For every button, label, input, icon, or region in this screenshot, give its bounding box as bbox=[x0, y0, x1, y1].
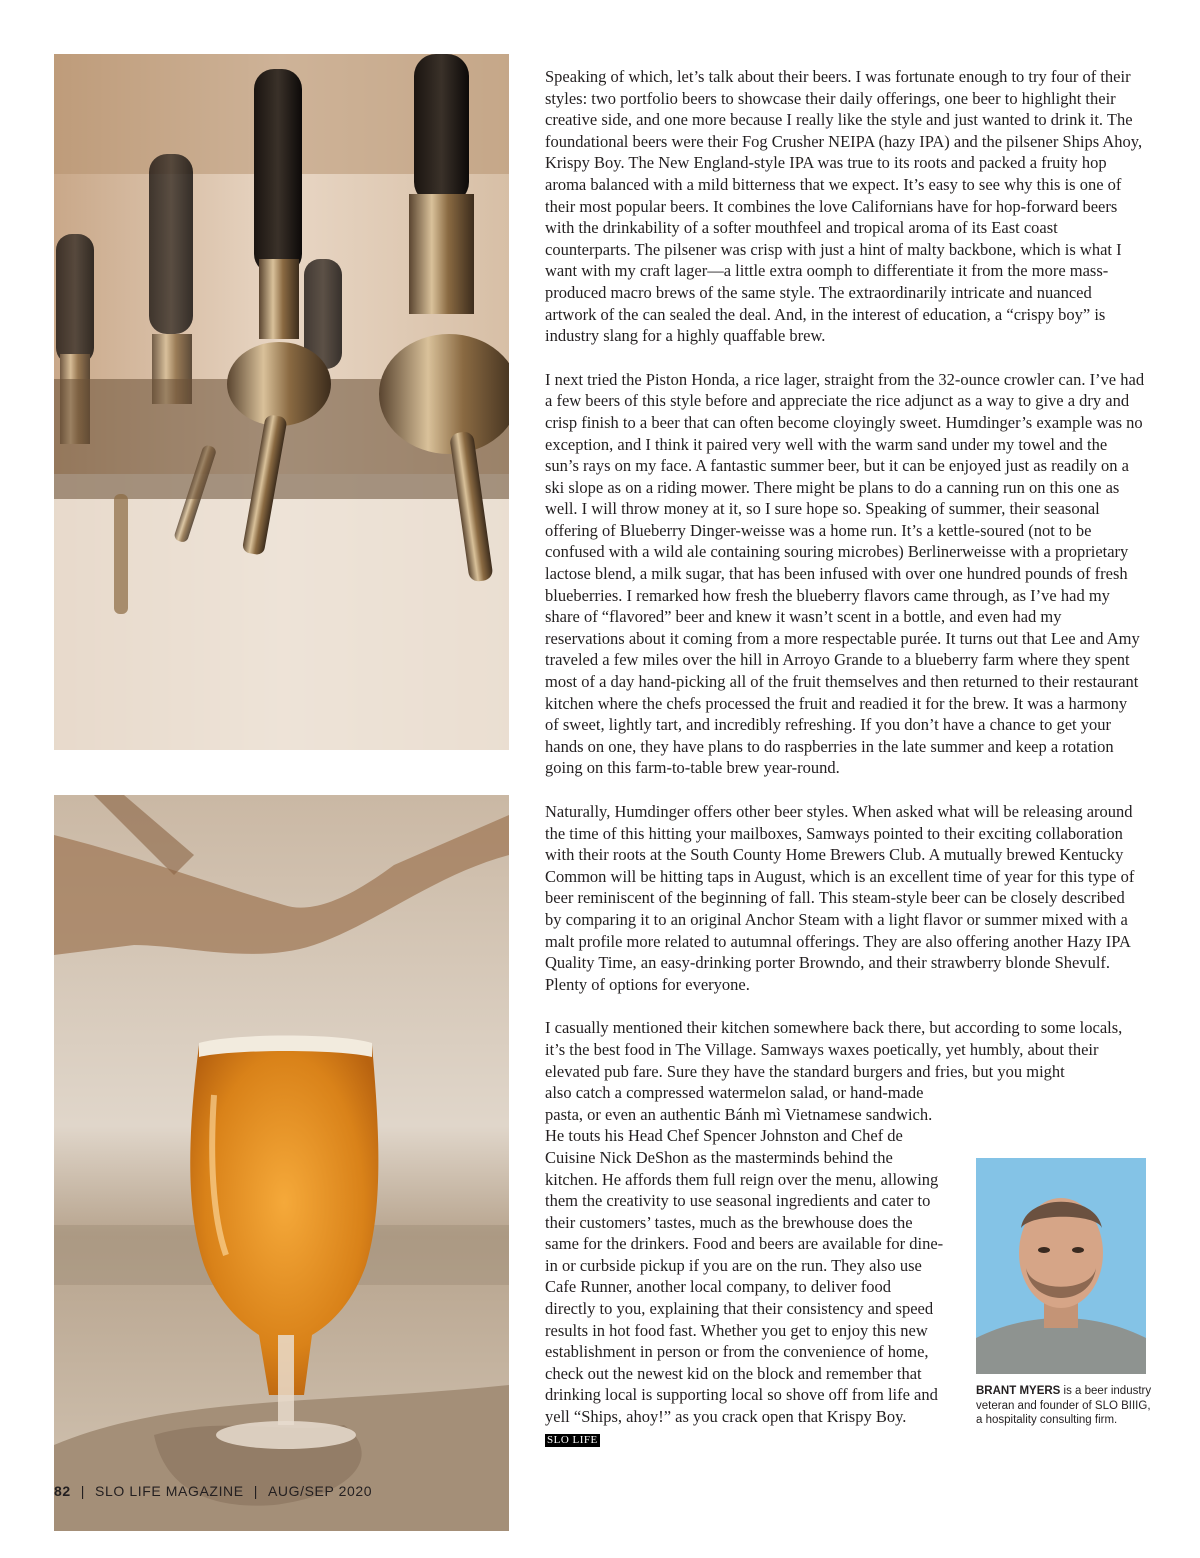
end-mark-logo: SLO LIFE bbox=[547, 1433, 598, 1446]
footer-separator: | bbox=[80, 1483, 86, 1499]
author-bio-text: is a beer industry veteran and founder of SLO BIIIG, a hospitality consulting firm. bbox=[976, 1385, 1152, 1426]
magazine-name: SLO LIFE MAGAZINE bbox=[95, 1483, 244, 1499]
article-paragraph-1: Speaking of which, let’s talk about their beers. I was fortunate enough to try four of their styles: two portfolio beers to showcase their daily offerings, one beer to highlight their creative side, and one more because I really like the style and just wanted to drink it. The foundational beers were their Fog Crusher NEIPA (hazy IPA) and the pilsener Ships Ahoy, Krispy Boy. The New England-style IPA was true to its roots and packed a fruity hop aroma balanced with a mild bitterness that we expect. It’s easy to see why this is one of their most popular beers. It combines the love Californians have for hop-forward beers with the drinkability of a softer mouthfeel and tropical aroma of its East coast counterparts. The pilsener was crisp with just a hint of malty backbone, which is what I want with my craft lager—a little extra oomph to differentiate it from the more mass-produced macro brews of the same style. The extraordinarily intricate and nuanced artwork of the can sealed the deal. And, in the interest of education, a “crispy boy” is industry slang for a highly quaffable brew. bbox=[545, 67, 1143, 346]
page-footer bbox=[54, 1483, 372, 1499]
page-number: 82 bbox=[54, 1483, 71, 1499]
author-name: BRANT MYERS bbox=[976, 1385, 1061, 1397]
article-paragraph-2: I next tried the Piston Honda, a rice lager, straight from the 32-ounce crowler can. I’ve had a few beers of this style before and appreciate the rice adjunct as a way to give a dry and crisp finish to a beer that can often become cloyingly sweet. Humdinger’s example was no exception, and I think it paired very well with the warm sand under my towel and the sun’s rays on my face. A fantastic summer beer, but it can be enjoyed just as readily on a ski slope as on a riding mower. There might be plans to do a canning run on this one as well. I will throw money at it, so I sure hope so. Speaking of summer, their seasonal offering of Blueberry Dinger-weisse was a home run. It’s a kettle-soured (not to be confused with a wild ale containing souring microbes) Berlinerweisse with a proprietary lactose blend, a milk sugar, that has been infused with over one hundred pounds of fresh blueberries. I remarked how fresh the blueberry flavors came through, as I’ve had my share of “flavored” beer and knew it wasn’t scent in a bottle, and even had my reservations about it coming from a more respectable purée. It turns out that Lee and Amy traveled a few miles over the hill in Arroyo Grande to a blueberry farm where they spent most of a day hand-picking all of the fruit themselves and then returned to their restaurant kitchen where the chefs processed the fruit and readied it for the brew. It was a harmony of sweet, lightly tart, and incredibly refreshing. If you don’t have a chance to get your hands on one, they have plans to do raspberries in the late summer and keep a rotation going on this farm-to-table brew year-round. bbox=[545, 369, 1145, 778]
footer-separator: | bbox=[253, 1483, 258, 1499]
article-paragraph-4: I casually mentioned their kitchen somewhere back there, but according to some locals, it’s the best food in The Village. Samways waxes poetically, yet humbly, about their elevated pub fare. Sure they have the standard burgers and fries, but you might bbox=[545, 1018, 1123, 1081]
beer-taps-photo bbox=[54, 54, 509, 750]
article-paragraph-4-text: also catch a compressed watermelon salad, or hand-made pasta, or even an authentic Bánh mì Vietnamese sandwich. He touts his Head Chef Spencer Johnston and Chef de Cuisine Nick DeShon as the masterminds behind the kitchen. He affords them full reign over the menu, allowing them the creativity to use seasonal ingredients and cater to their customers’ tastes, much as the brewhouse does the same for the drinkers. Food and beers are available for dine-in or curbside pickup if you are on the run. They also use Cafe Runner, another local company, to deliver food directly to you, explaining that their consistency and speed results in hot food fast. Whether you get to enjoy this new establishment in person or from the convenience of home, check out the newest kid on the block and remember that drinking local is supporting local so shove off from life and yell “Ships, ahoy!” as you crack open that Krispy Boy. bbox=[545, 1083, 944, 1427]
author-headshot bbox=[976, 1158, 1146, 1374]
article-paragraph-4-continued bbox=[545, 1082, 945, 1449]
author-bio bbox=[976, 1384, 1156, 1428]
issue-date: AUG/SEP 2020 bbox=[267, 1483, 373, 1499]
beer-glass-photo bbox=[54, 795, 509, 1531]
article-paragraph-3: Naturally, Humdinger offers other beer styles. When asked what will be releasing around the time of this hitting your mailboxes, Samways pointed to their exciting collaboration with their roots at the South County Home Brewers Club. A mutually brewed Kentucky Common will be hitting taps in August, which is an excellent time of year for this type of beer reminiscent of the beginning of fall. This steam-style beer can be closely described by comparing it to an original Anchor Steam with a light flavor or summer mixed with a malt profile more related to autumnal offerings. They are also offering another Hazy IPA Quality Time, an easy-drinking porter Browndo, and their strawberry blonde Shevulf. Plenty of options for everyone. bbox=[545, 802, 1135, 994]
